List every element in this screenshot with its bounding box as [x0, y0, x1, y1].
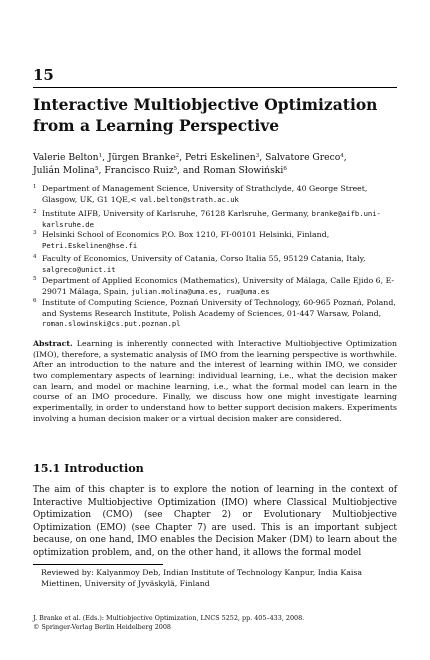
- author: Salvatore Greco: [265, 152, 341, 163]
- author-sup: 5: [95, 166, 99, 172]
- affiliation: 2 Institute AIFB, University of Karlsruhe, 76128 Karlsruhe, Germany, branke@aifb.uni-karlsruhe.de: [33, 209, 381, 229]
- footnote-rule: [33, 564, 163, 565]
- author: Julián Molina: [33, 165, 96, 176]
- author-sup: 6: [283, 166, 287, 172]
- copyright-line: © Springer-Verlag Berlin Heidelberg 2008: [33, 623, 171, 631]
- email-link[interactable]: Petri.Eskelinen@hse.fi: [42, 240, 138, 250]
- affiliation-number: 2: [33, 209, 37, 215]
- section-body: The aim of this chapter is to explore the notion of learning in the context of Interactive Multiobjective Optimization (IMO) where Classical Multiobjective Optimization (CMO) (see Chapter 2) or Evolutionary Multiobjective Optimization (EMO) (see Chapter 7) are used. This is an important subject because, on one hand, IMO enables the Decision Maker (DM) to learn about the optimization problem, and, on the other hand, it allows the formal model: [33, 485, 397, 558]
- email-link[interactable]: salgreco@unict.it: [42, 264, 116, 274]
- author-list: Valerie Belton$^1$, Jürgen Branke$^2$, Petri Eskelinen$^3$, Salvatore Greco$^4$, Julián Molina$^5$, Francisco Ruiz$^5$, and Roman Słowiński$^6$: [33, 152, 347, 176]
- affiliation-number: 6: [33, 298, 37, 304]
- affiliation: 3 Helsinki School of Economics P.O. Box 1210, FI-00101 Helsinki, Finland, Petri.Eskelinen@hse.fi: [33, 230, 330, 250]
- author-sup: 4: [340, 153, 344, 159]
- affiliation-number: 1: [33, 184, 37, 190]
- affiliation: 4 Faculty of Economics, University of Catania, Corso Italia 55, 95129 Catania, Italy, salgreco@unict.it: [33, 254, 366, 274]
- citation-line: J. Branke et al. (Eds.): Multiobjective Optimization, LNCS 5252, pp. 405–433, 2008.: [33, 614, 305, 622]
- affiliation: 5 Department of Applied Economics (Mathematics), University of Málaga, Calle Ejido 6, E-29071 Málaga, Spain, julian.molina@uma.es, rua@uma.es: [33, 276, 395, 296]
- affiliation: 6 Institute of Computing Science, Poznań University of Technology, 60-965 Poznań, Poland, and Systems Research Institute, Polish Academy of Sciences, 01-447 Warsaw, Poland, roman.slowinski@cs.put.poznan.pl: [33, 298, 396, 329]
- affiliation: 1 Department of Management Science, University of Strathclyde, 40 George Street, Glasgow, UK, G1 1QE,< val.belton@strath.ac.uk: [33, 184, 368, 204]
- author-sup: 1: [98, 153, 103, 159]
- abstract-text: Learning is inherently connected with Interactive Multiobjective Optimization (IMO), therefore, a systematic analysis of IMO from the learning perspective is worthwhile. After an introduction to the nature and the interest of learning within IMO, we consider two complementary aspects of learning: individual learning, i.e., what the decision maker can learn, and model or machine learning, i.e., what the formal model can learn in the course of an IMO procedure. Finally, we discuss how one might investigate learning experimentally, in order to understand how to better support decision makers. Experiments involving a human decision maker or a virtual decision maker are considered.: [33, 339, 397, 423]
- author-sup: 5: [173, 166, 178, 172]
- affiliation-number: 5: [33, 276, 37, 282]
- chapter-rule: [33, 87, 397, 88]
- chapter-number: 15: [33, 66, 54, 84]
- affiliation-number: 3: [33, 230, 37, 236]
- email-link[interactable]: branke@aifb.uni-karlsruhe.de: [42, 209, 381, 229]
- author: Francisco Ruiz: [104, 165, 174, 176]
- reviewed-by-note: Reviewed by: Kalyanmoy Deb, Indian Institute of Technology Kanpur, India Kaisa Miettinen, University of Jyväskylä, Finland: [41, 568, 363, 588]
- author: Valerie Belton: [33, 152, 99, 163]
- chapter-title: Interactive Multiobjective Optimization from a Learning Perspective: [33, 95, 378, 135]
- affiliation-number: 4: [33, 254, 37, 260]
- author-sup: 2: [175, 153, 180, 159]
- email-link[interactable]: val.belton@strath.ac.uk: [139, 194, 239, 204]
- publication-credit: [33, 614, 397, 632]
- section-heading: 15.1 Introduction: [33, 461, 144, 475]
- abstract-label: Abstract.: [33, 339, 73, 348]
- abstract: [33, 339, 397, 424]
- author: Roman Słowiński: [203, 165, 284, 176]
- author: Petri Eskelinen: [185, 152, 256, 163]
- email-link[interactable]: julian.molina@uma.es, rua@uma.es: [131, 286, 270, 296]
- author-sup: 3: [255, 153, 260, 159]
- author: Jürgen Branke: [107, 152, 176, 163]
- email-link[interactable]: roman.slowinski@cs.put.poznan.pl: [42, 319, 181, 329]
